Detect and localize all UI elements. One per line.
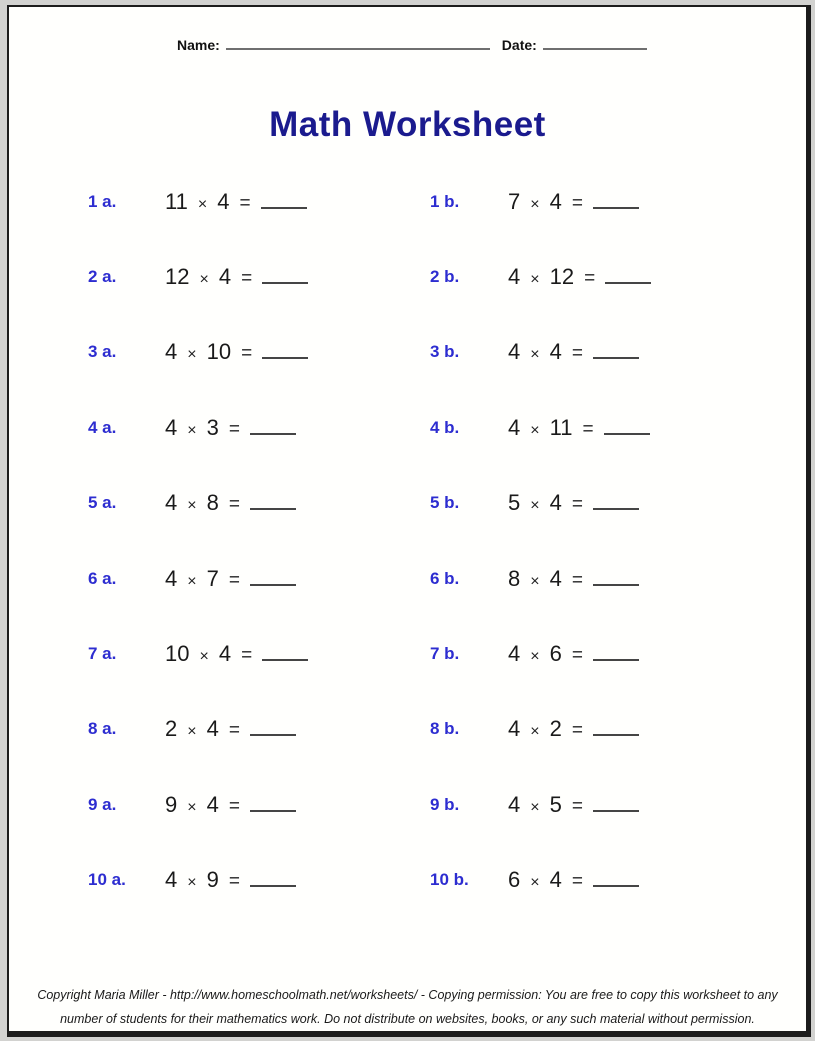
- factor-2: 7: [206, 565, 219, 591]
- problem-7b: [508, 641, 806, 667]
- factor-2: 5: [549, 791, 562, 817]
- answer-blank: [250, 566, 296, 586]
- factor-2: 10: [206, 339, 232, 365]
- factor-1: 4: [508, 791, 521, 817]
- factor-1: 11: [165, 188, 188, 214]
- factor-2: 4: [218, 264, 232, 290]
- factor-2: 8: [206, 490, 219, 516]
- date-label: Date:: [501, 37, 537, 53]
- answer-blank: [593, 792, 639, 812]
- problem-row-10: [9, 843, 806, 918]
- problem-row-7: [9, 616, 806, 691]
- times-icon: ×: [187, 346, 197, 364]
- factor-2: 4: [549, 565, 562, 591]
- equals-sign: =: [582, 418, 594, 440]
- factor-2: 4: [549, 490, 562, 516]
- copyright-line-2: number of students for their mathematics work. Do not distribute on websites, books, or any such material without permission.: [60, 1012, 755, 1026]
- problem-label-4b: 4 b.: [430, 417, 460, 437]
- equals-sign: =: [228, 418, 240, 440]
- problem-label-8b: 8 b.: [430, 719, 460, 739]
- problem-row-6: [9, 541, 806, 616]
- problem-label-6a: 6 a.: [88, 568, 117, 588]
- factor-2: 4: [549, 339, 562, 365]
- problem-3a: [165, 339, 430, 365]
- factor-1: 8: [508, 565, 521, 591]
- times-icon: ×: [199, 648, 209, 666]
- problem-label-5a: 5 a.: [88, 493, 117, 513]
- answer-blank: [605, 264, 651, 284]
- equals-sign: =: [571, 343, 583, 365]
- factor-2: 4: [218, 641, 232, 667]
- factor-2: 4: [549, 188, 562, 214]
- problem-4b: [508, 415, 806, 441]
- times-icon: ×: [530, 271, 540, 289]
- factor-1: 4: [165, 867, 178, 893]
- times-icon: ×: [530, 874, 540, 892]
- factor-1: 4: [508, 414, 521, 440]
- problem-label-1a: 1 a.: [88, 191, 117, 211]
- answer-blank: [593, 566, 639, 586]
- factor-1: 4: [508, 716, 521, 742]
- page-title: Math Worksheet: [269, 105, 546, 144]
- problem-label-3a: 3 a.: [88, 342, 117, 362]
- times-icon: ×: [187, 798, 197, 816]
- problem-9b: [508, 792, 806, 818]
- answer-blank: [593, 867, 639, 887]
- answer-blank: [262, 264, 308, 284]
- equals-sign: =: [571, 795, 583, 817]
- problem-label-1b: 1 b.: [430, 191, 460, 211]
- factor-2: 4: [217, 188, 230, 214]
- problem-row-9: [9, 767, 806, 842]
- factor-2: 9: [206, 867, 219, 893]
- times-icon: ×: [530, 798, 540, 816]
- factor-1: 2: [165, 716, 178, 742]
- equals-sign: =: [241, 268, 253, 290]
- answer-blank: [593, 641, 639, 661]
- factor-1: 6: [508, 867, 521, 893]
- times-icon: ×: [187, 723, 197, 741]
- problem-label-5b: 5 b.: [430, 493, 460, 513]
- factor-2: 11: [549, 414, 573, 440]
- times-icon: ×: [530, 346, 540, 364]
- problems-list: [9, 164, 806, 918]
- answer-blank: [250, 415, 296, 435]
- problem-8b: [508, 716, 806, 742]
- problem-row-5: [9, 466, 806, 541]
- equals-sign: =: [571, 494, 583, 516]
- equals-sign: =: [241, 645, 253, 667]
- times-icon: ×: [530, 497, 540, 515]
- answer-blank: [261, 189, 307, 209]
- factor-2: 4: [549, 867, 562, 893]
- problem-row-8: [9, 692, 806, 767]
- factor-2: 12: [549, 264, 575, 290]
- factor-1: 4: [165, 490, 178, 516]
- problem-label-2b: 2 b.: [430, 267, 460, 287]
- problem-1b: [508, 189, 806, 215]
- worksheet-page: [7, 5, 811, 1037]
- problem-row-1: [9, 164, 806, 239]
- factor-2: 6: [549, 641, 562, 667]
- equals-sign: =: [571, 645, 583, 667]
- times-icon: ×: [530, 421, 540, 439]
- answer-blank: [262, 339, 308, 359]
- date-blank-line: [543, 34, 647, 50]
- times-icon: ×: [197, 195, 208, 213]
- header: [177, 34, 647, 53]
- problem-6a: [165, 566, 430, 592]
- times-icon: ×: [530, 648, 540, 666]
- equals-sign: =: [571, 871, 583, 893]
- answer-blank: [250, 490, 296, 510]
- problem-label-7b: 7 b.: [430, 644, 460, 664]
- problem-row-4: [9, 390, 806, 465]
- equals-sign: =: [584, 268, 596, 290]
- problem-label-2a: 2 a.: [88, 267, 117, 287]
- answer-blank: [250, 716, 296, 736]
- equals-sign: =: [239, 192, 251, 214]
- equals-sign: =: [241, 343, 253, 365]
- equals-sign: =: [228, 871, 240, 893]
- factor-1: 5: [508, 490, 521, 516]
- problem-label-7a: 7 a.: [88, 644, 117, 664]
- factor-2: 2: [549, 716, 562, 742]
- name-blank-line: [226, 34, 490, 50]
- name-label: Name:: [177, 37, 220, 53]
- times-icon: ×: [187, 874, 197, 892]
- times-icon: ×: [187, 497, 197, 515]
- problem-8a: [165, 716, 430, 742]
- problem-5b: [508, 490, 806, 516]
- factor-1: 4: [508, 264, 521, 290]
- problem-label-6b: 6 b.: [430, 568, 460, 588]
- problem-3b: [508, 339, 806, 365]
- problem-6b: [508, 566, 806, 592]
- factor-2: 4: [206, 791, 219, 817]
- problem-5a: [165, 490, 430, 516]
- problem-7a: [165, 641, 430, 667]
- problem-label-4a: 4 a.: [88, 417, 117, 437]
- factor-1: 10: [165, 641, 190, 667]
- factor-1: 4: [165, 339, 178, 365]
- problem-label-9a: 9 a.: [88, 794, 117, 814]
- problem-9a: [165, 792, 430, 818]
- factor-1: 9: [165, 791, 178, 817]
- times-icon: ×: [530, 195, 540, 213]
- problem-label-10b: 10 b.: [430, 870, 469, 890]
- equals-sign: =: [571, 192, 583, 214]
- equals-sign: =: [228, 720, 240, 742]
- factor-1: 4: [165, 414, 178, 440]
- times-icon: ×: [530, 723, 540, 741]
- factor-1: 4: [508, 339, 521, 365]
- equals-sign: =: [228, 795, 240, 817]
- factor-2: 3: [206, 414, 219, 440]
- factor-2: 4: [206, 716, 219, 742]
- copyright-footer: [9, 983, 806, 1031]
- problem-label-10a: 10 a.: [88, 870, 126, 890]
- times-icon: ×: [187, 572, 197, 590]
- problem-label-3b: 3 b.: [430, 342, 460, 362]
- answer-blank: [604, 415, 650, 435]
- answer-blank: [250, 867, 296, 887]
- problem-label-8a: 8 a.: [88, 719, 117, 739]
- equals-sign: =: [571, 720, 583, 742]
- answer-blank: [593, 490, 639, 510]
- problem-label-9b: 9 b.: [430, 794, 460, 814]
- answer-blank: [250, 792, 296, 812]
- factor-1: 4: [508, 641, 521, 667]
- answer-blank: [593, 189, 639, 209]
- problem-1a: [165, 189, 430, 215]
- problem-2b: [508, 264, 806, 290]
- equals-sign: =: [228, 569, 240, 591]
- factor-1: 4: [165, 565, 178, 591]
- problem-10a: [165, 867, 430, 893]
- answer-blank: [262, 641, 308, 661]
- answer-blank: [593, 339, 639, 359]
- times-icon: ×: [530, 572, 540, 590]
- problem-4a: [165, 415, 430, 441]
- times-icon: ×: [199, 271, 209, 289]
- factor-1: 7: [508, 188, 521, 214]
- equals-sign: =: [228, 494, 240, 516]
- problem-row-2: [9, 239, 806, 314]
- problem-2a: [165, 264, 430, 290]
- answer-blank: [593, 716, 639, 736]
- problem-row-3: [9, 315, 806, 390]
- copyright-line-1: Copyright Maria Miller - http://www.homeschoolmath.net/worksheets/ - Copying permission: You are free to copy this worksheet to any: [37, 988, 778, 1002]
- times-icon: ×: [187, 421, 197, 439]
- problem-10b: [508, 867, 806, 893]
- equals-sign: =: [571, 569, 583, 591]
- factor-1: 12: [165, 264, 190, 290]
